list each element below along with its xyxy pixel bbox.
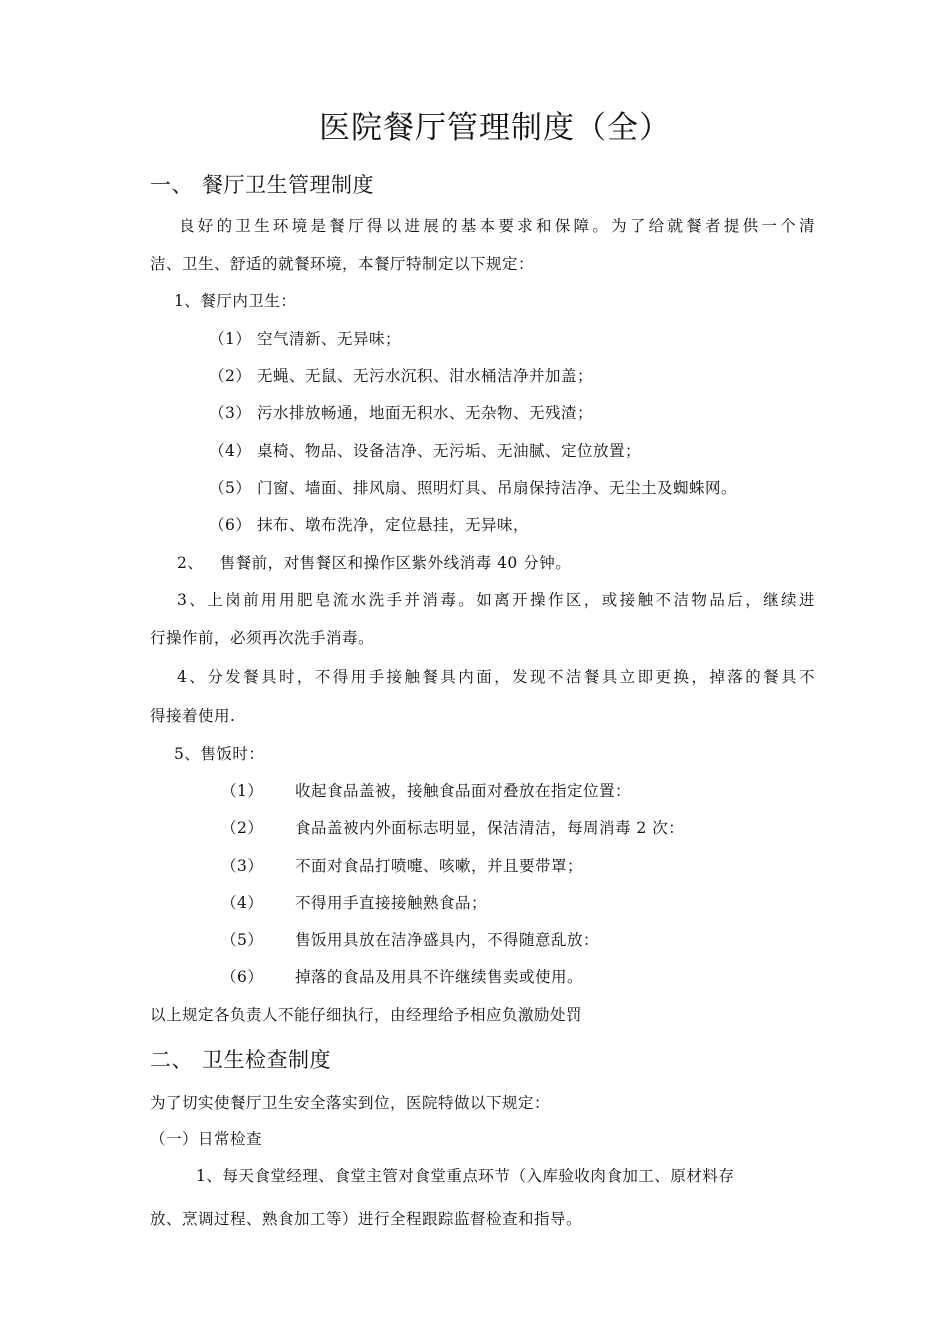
item5-sub-3-text: 不面对食品打喷嚏、咳嗽，并且要带罩； <box>295 857 584 875</box>
item5-sub-3 <box>221 856 583 876</box>
item1-sub-5-text: 门窗、墙面、排风扇、照明灯具、吊扇保持洁净、无尘土及蜘蛛网。 <box>257 479 738 497</box>
item3-line2: 行操作前，必须再次洗手消毒。 <box>150 629 375 647</box>
section1-title: 餐厅卫生管理制度 <box>202 173 374 197</box>
item1-sub-2-text: 无蝇、无鼠、无污水沉积、泔水桶洁净并加盖； <box>257 367 594 385</box>
section2-sub1-item1-line1: 1、每天食堂经理、食堂主管对食堂重点环节（入库验收肉食加工、原材料存 <box>196 1167 735 1185</box>
section1-intro-line1: 良好的卫生环境是餐厅得以进展的基本要求和保障。为了给就餐者提供一个清 <box>179 217 815 235</box>
item5-heading: 5、售饭时： <box>174 745 265 763</box>
item1-sub-6 <box>209 515 529 535</box>
section2-number: 二、 <box>150 1048 193 1072</box>
item1-sub-3-text: 污水排放畅通，地面无积水、无杂物、无残渣； <box>257 404 594 422</box>
item4-line2: 得接着使用. <box>150 707 236 725</box>
section2-sub1-item1-line2: 放、烹调过程、熟食加工等）进行全程跟踪监督检查和指导。 <box>150 1210 583 1228</box>
item5-sub-6-text: 掉落的食品及用具不许继续售卖或使用。 <box>295 968 584 986</box>
item1-sub-1 <box>209 329 401 349</box>
item1-heading: 1、餐厅内卫生： <box>174 292 297 310</box>
item1-sub-3 <box>209 403 593 423</box>
section2-intro: 为了切实使餐厅卫生安全落实到位，医院特做以下规定： <box>150 1094 551 1112</box>
item5-sub-5-num: （5） <box>221 931 264 949</box>
item1-sub-4-num: （4） <box>209 442 252 460</box>
section1-heading <box>150 171 374 199</box>
item5-sub-6 <box>221 967 583 987</box>
item1-sub-2 <box>209 366 593 386</box>
item1-sub-6-text: 抹布、墩布洗净，定位悬挂，无异味， <box>257 516 530 534</box>
item5-sub-3-num: （3） <box>221 857 264 875</box>
item1-sub-4 <box>209 441 641 461</box>
section2-sub1-heading: （一）日常检查 <box>150 1130 263 1148</box>
section2-heading <box>150 1046 331 1074</box>
item5-sub-1-num: （1） <box>221 782 264 800</box>
item3-line1: 3、上岗前用用肥皂流水洗手并消毒。如离开操作区，或接触不洁物品后，继续进 <box>177 591 815 609</box>
section2-title: 卫生检查制度 <box>202 1048 331 1072</box>
item5-sub-1 <box>221 781 631 801</box>
section1-number: 一、 <box>150 173 193 197</box>
item5-sub-4-text: 不得用手直接接触熟食品； <box>295 894 488 912</box>
item5-sub-2-text: 食品盖被内外面标志明显，保洁清洁，每周消毒 2 次： <box>295 819 685 837</box>
section1-intro-line2: 洁、卫生、舒适的就餐环境，本餐厅特制定以下规定： <box>150 255 535 273</box>
item1-sub-2-num: （2） <box>209 367 252 385</box>
item5-sub-6-num: （6） <box>221 968 264 986</box>
item5-sub-5 <box>221 930 599 950</box>
item1-sub-5-num: （5） <box>209 479 252 497</box>
item1-sub-5 <box>209 478 737 498</box>
item1-sub-1-text: 空气清新、无异味； <box>257 330 402 348</box>
item5-sub-2 <box>221 818 684 838</box>
item1-sub-6-num: （6） <box>209 516 252 534</box>
item1-sub-1-num: （1） <box>209 330 252 348</box>
item4-line1: 4、分发餐具时，不得用手接触餐具内面，发现不洁餐具立即更换，掉落的餐具不 <box>177 668 815 686</box>
item1-sub-4-text: 桌椅、物品、设备洁净、无污垢、无油腻、定位放置； <box>257 442 642 460</box>
item1-sub-3-num: （3） <box>209 404 252 422</box>
section1-closing: 以上规定各负责人不能仔细执行，由经理给予相应负激励处罚 <box>150 1006 583 1024</box>
item2: 2、 售餐前，对售餐区和操作区紫外线消毒 40 分钟。 <box>177 554 572 572</box>
item5-sub-4 <box>221 893 487 913</box>
document-title: 医院餐厅管理制度（全） <box>319 110 671 146</box>
item5-sub-2-num: （2） <box>221 819 264 837</box>
item5-sub-1-text: 收起食品盖被，接触食品面对叠放在指定位置： <box>295 782 632 800</box>
item5-sub-5-text: 售饭用具放在洁净盛具内，不得随意乱放： <box>295 931 600 949</box>
item5-sub-4-num: （4） <box>221 894 264 912</box>
